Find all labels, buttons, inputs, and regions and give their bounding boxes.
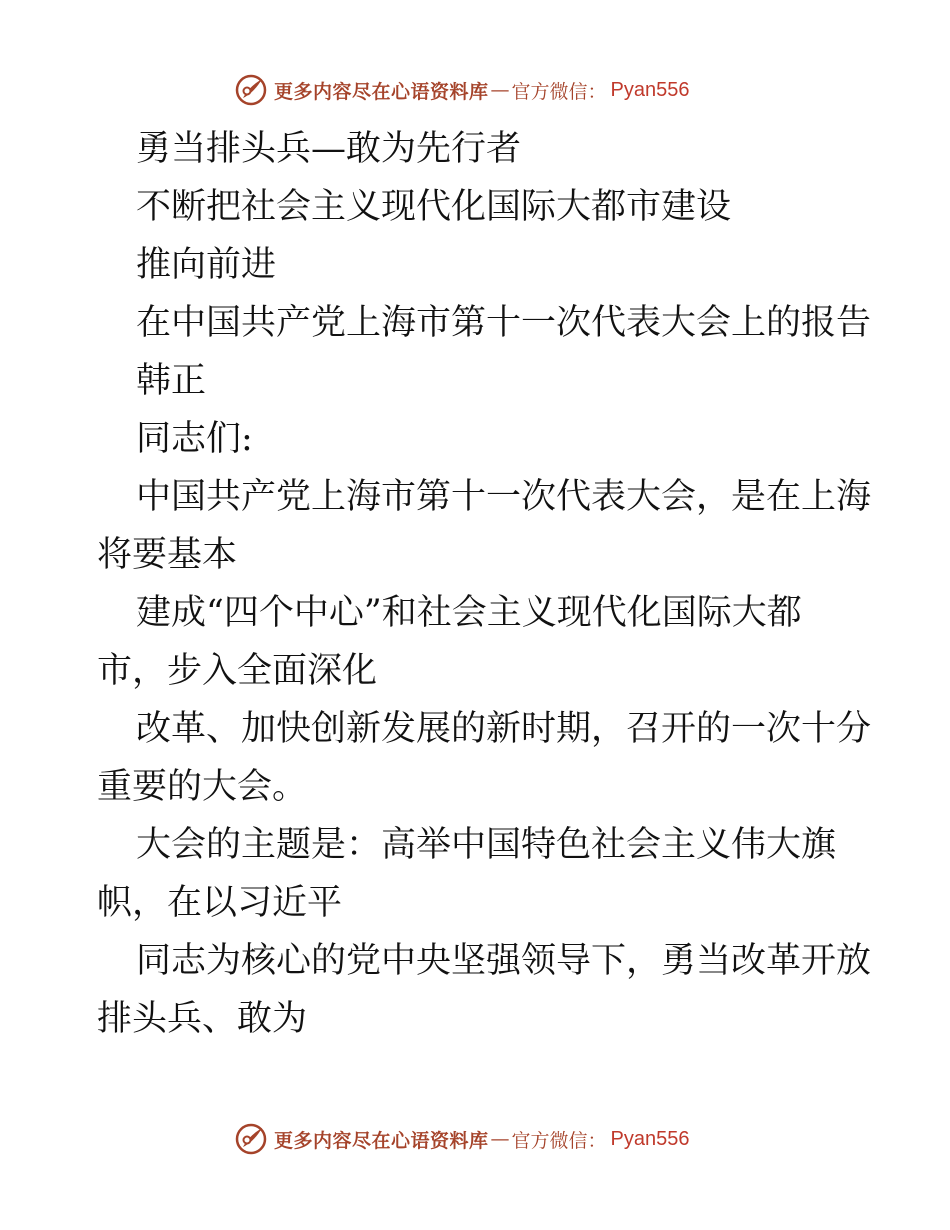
document-body: [97, 120, 872, 1048]
text-line: 韩正: [136, 361, 207, 401]
text-line: 重要的大会。: [97, 767, 308, 807]
text-line: 在中国共产党上海市第十一次代表大会上的报告: [136, 303, 872, 343]
text-line: 勇当排头兵—敢为先行者: [136, 129, 522, 169]
text-line: 同志为核心的党中央坚强领导下，勇当改革开放: [136, 941, 872, 981]
header-banner: [234, 72, 690, 108]
footer-banner-dash: —: [490, 1128, 510, 1150]
footer-banner-text: 更多内容尽在心语资料库: [274, 1129, 489, 1152]
header-wechat-label: 官方微信：: [511, 80, 607, 103]
text-line: 建成“四个中心”和社会主义现代化国际大都: [136, 593, 802, 633]
text-line: 市，步入全面深化: [97, 651, 378, 691]
text-line: 同志们:: [136, 419, 253, 459]
quill-logo-icon: [234, 1122, 268, 1156]
quill-logo-icon: [234, 73, 268, 107]
footer-wechat-id: Pyan556: [610, 1127, 690, 1150]
footer-wechat-label: 官方微信：: [511, 1129, 607, 1152]
text-line: 不断把社会主义现代化国际大都市建设: [136, 187, 732, 227]
text-line: 大会的主题是：高举中国特色社会主义伟大旗: [136, 825, 837, 865]
text-line: 帜，在以习近平: [97, 883, 343, 923]
text-line: 改革、加快创新发展的新时期，召开的一次十分: [136, 709, 872, 749]
text-line: 将要基本: [97, 535, 238, 575]
text-line: 推向前进: [136, 245, 277, 285]
header-banner-text: 更多内容尽在心语资料库: [274, 80, 489, 103]
footer-banner: [234, 1121, 690, 1157]
header-banner-dash: —: [490, 79, 510, 101]
text-line: 中国共产党上海市第十一次代表大会，是在上海: [136, 477, 872, 517]
text-line: 排头兵、敢为: [97, 999, 308, 1039]
header-wechat-id: Pyan556: [610, 78, 690, 101]
